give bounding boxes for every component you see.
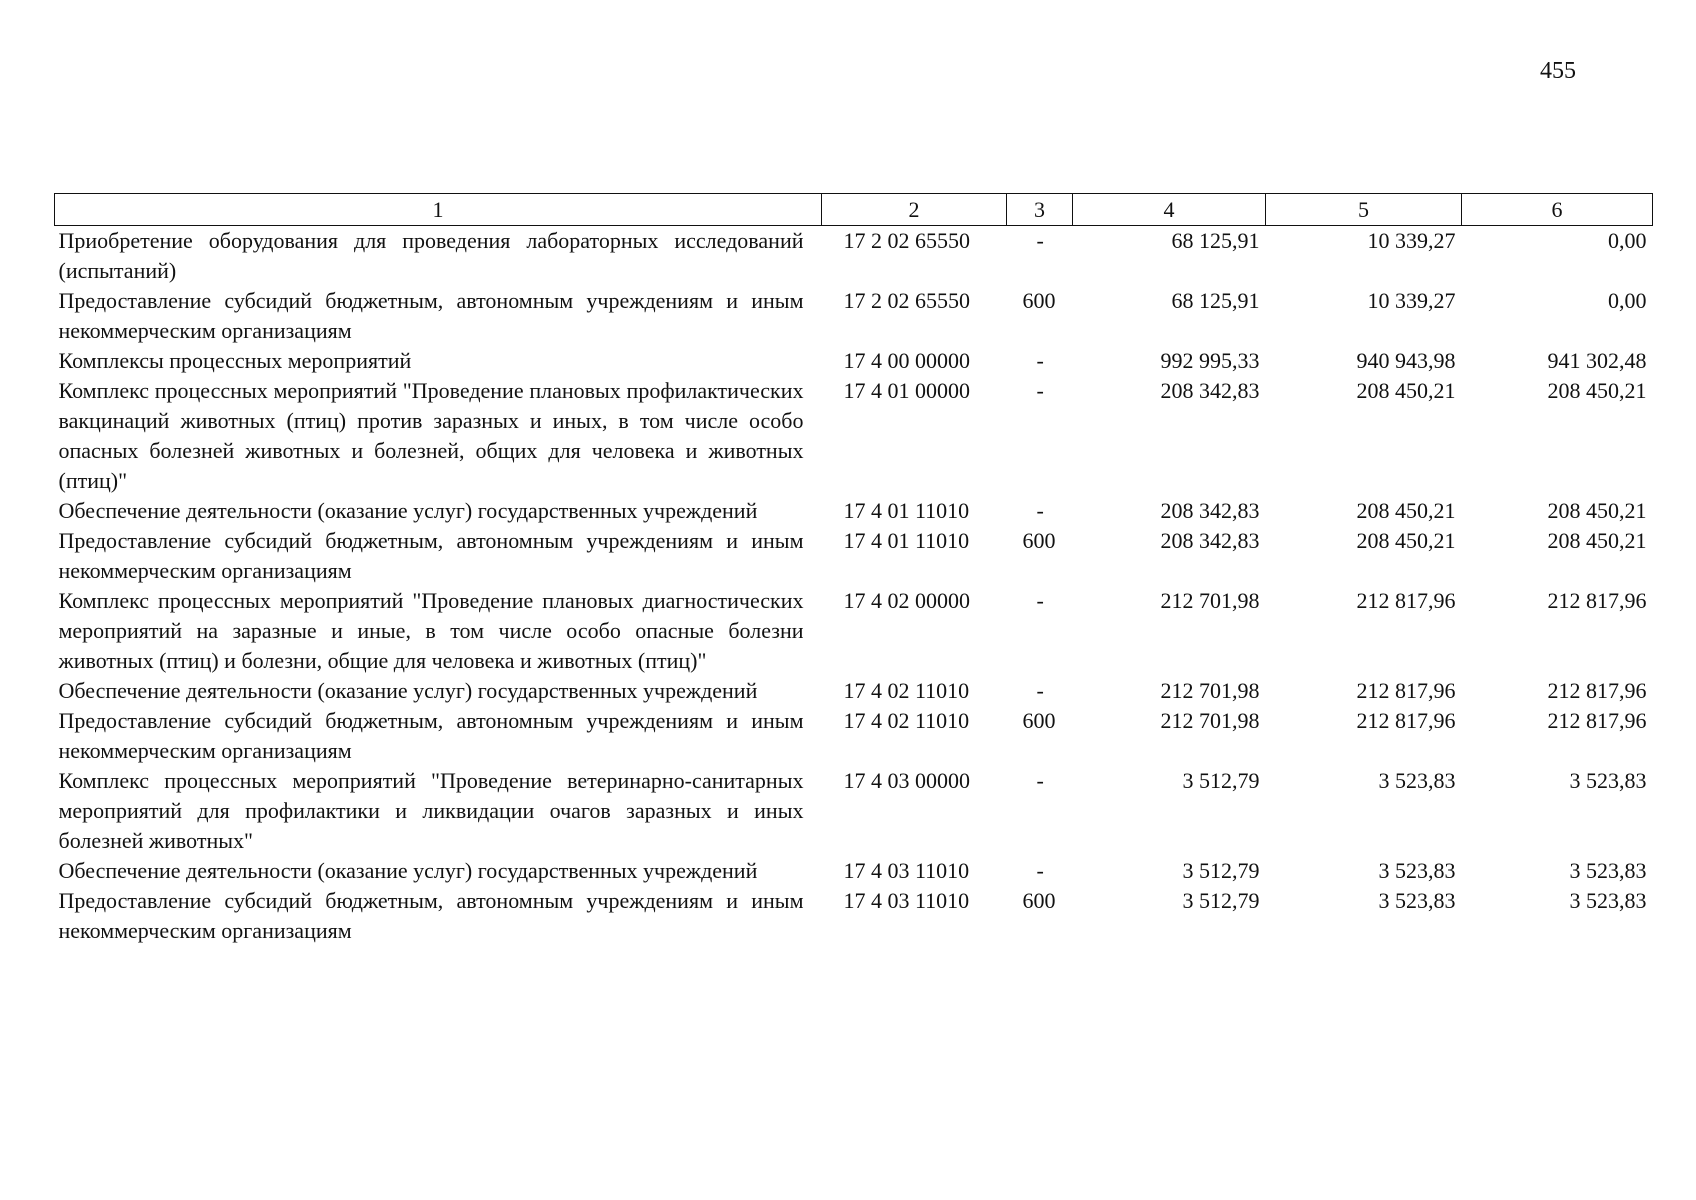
row-code: 17 4 03 00000 [843, 768, 970, 793]
table-row [55, 586, 1653, 676]
row-value-col6: 3 523,83 [1569, 888, 1647, 913]
budget-table [54, 193, 1653, 946]
row-expense-type: - [1036, 768, 1044, 793]
table-row [55, 346, 1653, 376]
table-row [55, 706, 1653, 766]
row-value-col4: 68 125,91 [1171, 288, 1260, 313]
row-expense-type: - [1036, 678, 1044, 703]
column-header-3: 3 [1007, 194, 1073, 226]
row-value-col5: 208 450,21 [1356, 498, 1456, 523]
row-value-col5: 212 817,96 [1356, 588, 1456, 613]
table-row [55, 676, 1653, 706]
row-name: Комплекс процессных мероприятий "Проведение ветеринарно-санитарных мероприятий для профилактики и ликвидации очагов заразных и иных болезней животных" [58, 768, 804, 853]
row-value-col6: 212 817,96 [1547, 588, 1647, 613]
row-value-col4: 212 701,98 [1160, 588, 1260, 613]
row-name: Обеспечение деятельности (оказание услуг) государственных учреждений [58, 678, 758, 703]
table-row [55, 856, 1653, 886]
row-expense-type: 600 [1022, 288, 1056, 313]
column-header-6: 6 [1462, 194, 1653, 226]
row-value-col6: 941 302,48 [1547, 348, 1647, 373]
row-value-col4: 208 342,83 [1160, 528, 1260, 553]
row-code: 17 4 03 11010 [843, 858, 970, 883]
column-header-5: 5 [1266, 194, 1462, 226]
row-value-col4: 3 512,79 [1182, 858, 1260, 883]
row-value-col5: 208 450,21 [1356, 528, 1456, 553]
row-code: 17 2 02 65550 [843, 228, 970, 253]
row-value-col6: 208 450,21 [1547, 378, 1647, 403]
row-value-col6: 0,00 [1608, 288, 1647, 313]
table-row [55, 286, 1653, 346]
row-expense-type: - [1036, 228, 1044, 253]
row-expense-type: - [1036, 348, 1044, 373]
row-expense-type: - [1036, 498, 1044, 523]
table-row [55, 886, 1653, 946]
row-expense-type: 600 [1022, 888, 1056, 913]
row-value-col4: 992 995,33 [1160, 348, 1260, 373]
table-body [55, 226, 1653, 947]
column-header-2: 2 [822, 194, 1007, 226]
row-code: 17 2 02 65550 [843, 288, 970, 313]
row-name: Предоставление субсидий бюджетным, автономным учреждениям и иным некоммерческим организациям [58, 888, 804, 943]
row-code: 17 4 02 00000 [843, 588, 970, 613]
row-name: Приобретение оборудования для проведения лабораторных исследований (испытаний) [58, 228, 804, 283]
row-code: 17 4 03 11010 [843, 888, 970, 913]
row-value-col5: 10 339,27 [1367, 228, 1456, 253]
table-row [55, 226, 1653, 287]
row-value-col5: 940 943,98 [1356, 348, 1456, 373]
row-name: Комплекс процессных мероприятий "Проведение плановых диагностических мероприятий на заразные и иные, в том числе особо опасные болезни животных (птиц) и болезни, общие для человека и животных (птиц)" [58, 588, 804, 673]
row-code: 17 4 00 00000 [843, 348, 970, 373]
row-value-col5: 208 450,21 [1356, 378, 1456, 403]
row-value-col6: 212 817,96 [1547, 678, 1647, 703]
page-number: 455 [1540, 58, 1576, 84]
row-expense-type: 600 [1022, 528, 1056, 553]
row-code: 17 4 01 11010 [843, 498, 970, 523]
row-value-col4: 68 125,91 [1171, 228, 1260, 253]
row-expense-type: - [1036, 858, 1044, 883]
row-name: Обеспечение деятельности (оказание услуг) государственных учреждений [58, 858, 758, 883]
row-name: Обеспечение деятельности (оказание услуг) государственных учреждений [58, 498, 758, 523]
row-name: Предоставление субсидий бюджетным, автономным учреждениям и иным некоммерческим организациям [58, 288, 804, 343]
table-row [55, 496, 1653, 526]
row-name: Предоставление субсидий бюджетным, автономным учреждениям и иным некоммерческим организациям [58, 528, 804, 583]
row-value-col6: 208 450,21 [1547, 498, 1647, 523]
row-code: 17 4 02 11010 [843, 708, 970, 733]
row-value-col5: 3 523,83 [1378, 858, 1456, 883]
row-expense-type: 600 [1022, 708, 1056, 733]
row-value-col4: 212 701,98 [1160, 678, 1260, 703]
row-value-col6: 0,00 [1608, 228, 1647, 253]
row-name: Предоставление субсидий бюджетным, автономным учреждениям и иным некоммерческим организациям [58, 708, 804, 763]
table-header-row [55, 194, 1653, 226]
row-name: Комплексы процессных мероприятий [58, 348, 412, 373]
table-row [55, 376, 1653, 496]
row-expense-type: - [1036, 378, 1044, 403]
row-value-col5: 212 817,96 [1356, 708, 1456, 733]
column-header-4: 4 [1073, 194, 1266, 226]
row-value-col4: 212 701,98 [1160, 708, 1260, 733]
row-value-col6: 208 450,21 [1547, 528, 1647, 553]
row-value-col4: 3 512,79 [1182, 888, 1260, 913]
row-name: Комплекс процессных мероприятий "Проведение плановых профилактических вакцинаций животных (птиц) против заразных и иных, в том числе особо опасных болезней животных и болезней, общих для человека и животных (птиц)" [58, 378, 804, 493]
row-value-col6: 212 817,96 [1547, 708, 1647, 733]
row-value-col4: 208 342,83 [1160, 378, 1260, 403]
column-header-1: 1 [55, 194, 822, 226]
row-code: 17 4 01 00000 [843, 378, 970, 403]
row-code: 17 4 02 11010 [843, 678, 970, 703]
table-row [55, 766, 1653, 856]
row-value-col5: 10 339,27 [1367, 288, 1456, 313]
row-value-col6: 3 523,83 [1569, 858, 1647, 883]
row-value-col4: 3 512,79 [1182, 768, 1260, 793]
row-expense-type: - [1036, 588, 1044, 613]
row-value-col4: 208 342,83 [1160, 498, 1260, 523]
row-value-col6: 3 523,83 [1569, 768, 1647, 793]
row-value-col5: 3 523,83 [1378, 768, 1456, 793]
row-code: 17 4 01 11010 [843, 528, 970, 553]
row-value-col5: 3 523,83 [1378, 888, 1456, 913]
row-value-col5: 212 817,96 [1356, 678, 1456, 703]
table-row [55, 526, 1653, 586]
